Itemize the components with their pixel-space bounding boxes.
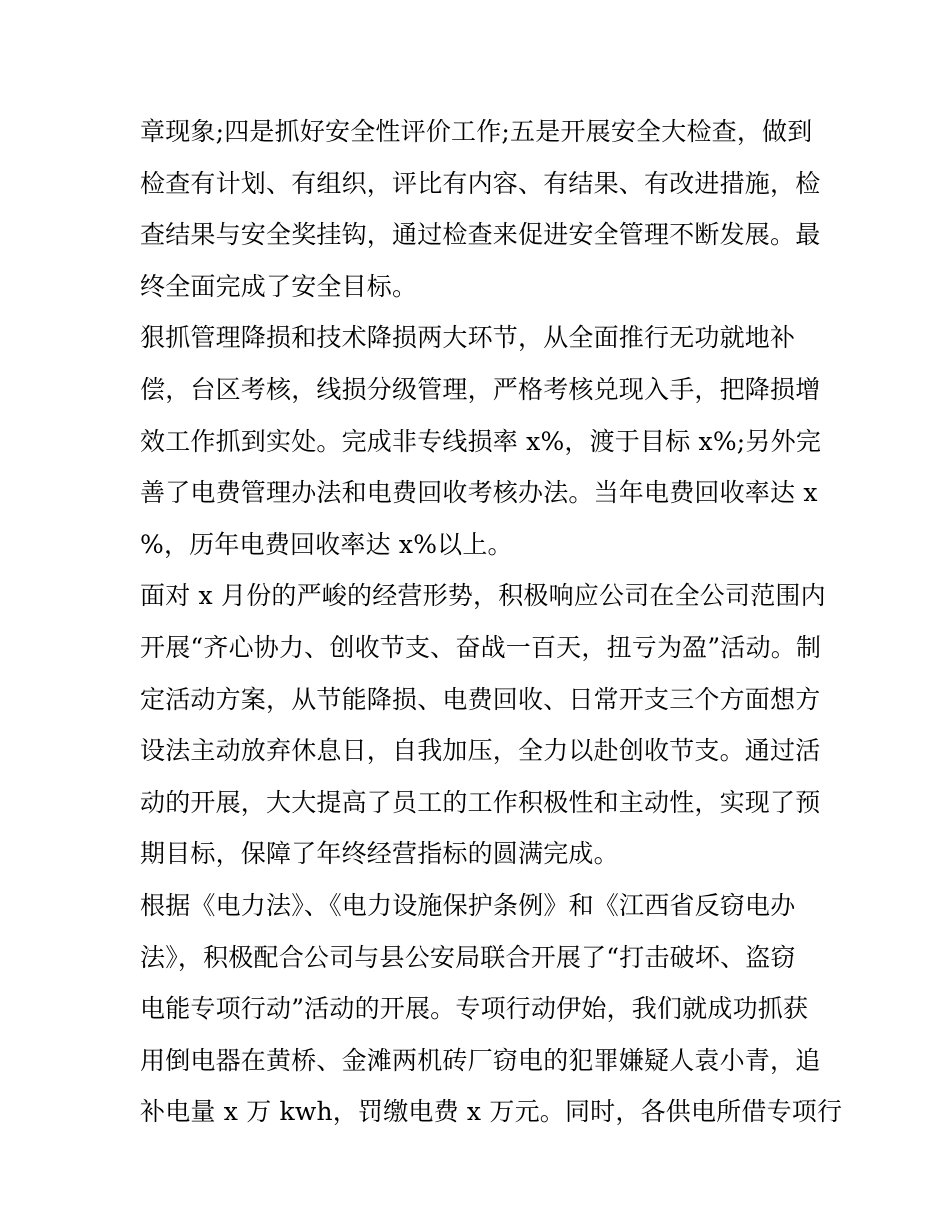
document-body bbox=[140, 106, 843, 1138]
text-line: 动的开展，大大提高了员工的工作积极性和主动性，实现了预 bbox=[140, 787, 821, 817]
text-line: 查结果与安全奖挂钩，通过检查来促进安全管理不断发展。最 bbox=[140, 220, 821, 250]
text-line: 章现象;四是抓好安全性评价工作;五是开展安全大检查，做到 bbox=[140, 117, 813, 146]
text-line: %，历年电费回收率达 x%以上。 bbox=[140, 529, 513, 559]
text-line: 检查有计划、有组织，评比有内容、有结果、有改进措施，检 bbox=[140, 168, 821, 198]
text-line: 终全面完成了安全目标。 bbox=[140, 271, 418, 301]
text-line: 法》，积极配合公司与县公安局联合开展了“打击破坏、盗窃 bbox=[140, 942, 796, 972]
paragraph-safety-inspection bbox=[140, 106, 820, 312]
paragraph-loss-reduction bbox=[140, 312, 820, 570]
text-line: 根据《电力法》、《电力设施保护条例》和《江西省反窃电办 bbox=[140, 890, 796, 920]
text-line: 偿，台区考核，线损分级管理，严格考核兑现入手，把降损增 bbox=[140, 374, 821, 404]
text-line: 设法主动放弃休息日，自我加压，全力以赴创收节支。通过活 bbox=[140, 736, 821, 766]
paragraph-business-campaign bbox=[140, 570, 826, 880]
text-line: 期目标，保障了年终经营指标的圆满完成。 bbox=[140, 839, 619, 869]
text-line: 电能专项行动”活动的开展。专项行动伊始，我们就成功抓获 bbox=[140, 994, 809, 1024]
text-line: 用倒电器在黄桥、金滩两机砖厂窃电的犯罪嫌疑人袁小青，追 bbox=[140, 1045, 821, 1075]
paragraph-anti-theft-action bbox=[140, 880, 843, 1138]
text-line: 效工作抓到实处。完成非专线损率 x%，渡于目标 x%;另外完 bbox=[140, 426, 822, 456]
text-line: 定活动方案，从节能降损、电费回收、日常开支三个方面想方 bbox=[140, 684, 821, 714]
text-line: 狠抓管理降损和技术降损两大环节，从全面推行无功就地补 bbox=[140, 323, 796, 353]
text-line: 补电量 x 万 kwh，罚缴电费 x 万元。同时，各供电所借专项行 bbox=[140, 1097, 843, 1127]
text-line: 善了电费管理办法和电费回收考核办法。当年电费回收率达 x bbox=[140, 478, 818, 508]
text-line: 面对 x 月份的严峻的经营形势，积极响应公司在全公司范围内 bbox=[140, 581, 826, 611]
text-line: 开展“齐心协力、创收节支、奋战一百天，扭亏为盈”活动。制 bbox=[140, 632, 822, 662]
